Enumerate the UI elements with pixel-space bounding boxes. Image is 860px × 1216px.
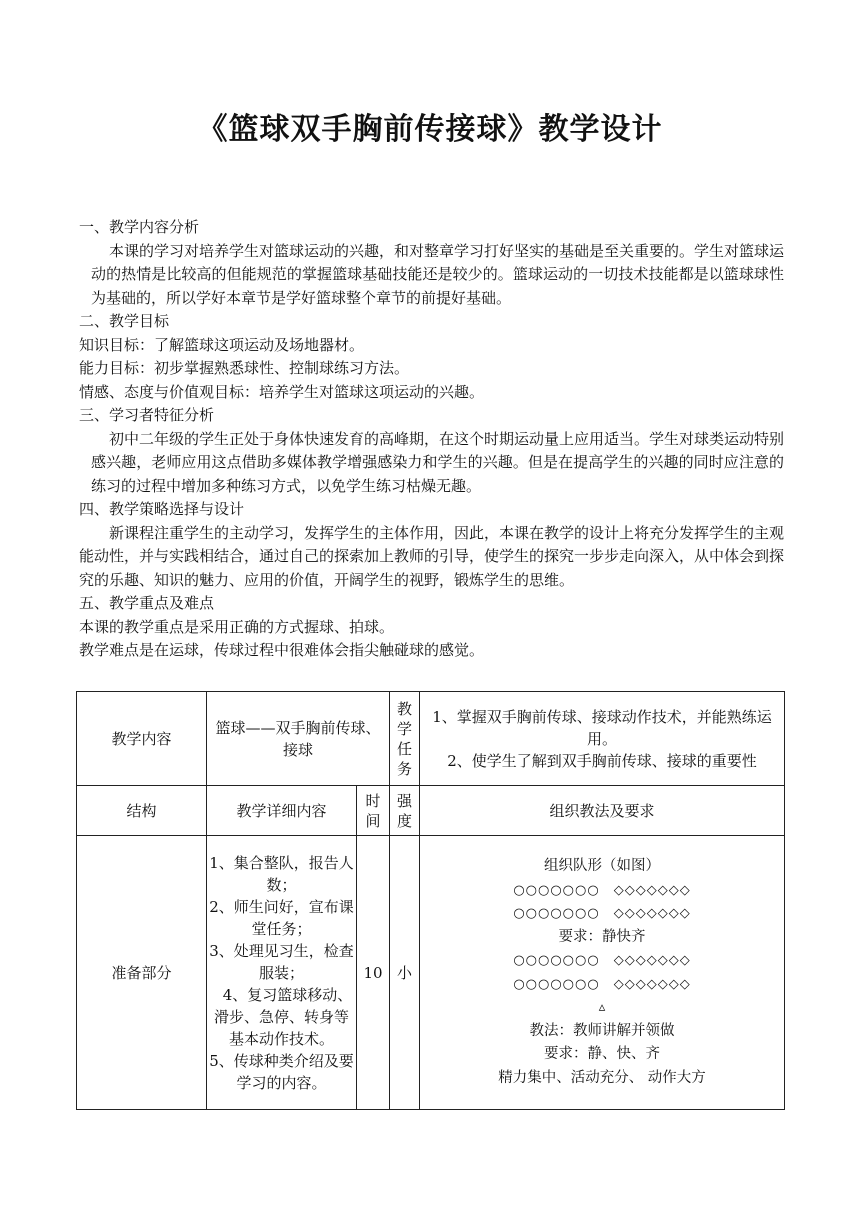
header-detail: 教学详细内容 xyxy=(207,786,357,836)
strategy-paragraph: 新课程注重学生的主动学习，发挥学生的主体作用，因此，本课在教学的设计上将充分发挥学生的主观能动性，并与实践相结合，通过自己的探索加上教师的引导，使学生的探究一步步走向深入，从中体会到探究的乐趣、知识的魅力、应用的价值，开阔学生的视野，锻炼学生的思维。 xyxy=(79,523,785,589)
formation-requirement-2: 要求：静、快、齐 xyxy=(544,1046,661,1062)
header-structure: 结构 xyxy=(77,786,207,836)
content-value-cell: 篮球——双手胸前传球、接球 xyxy=(207,692,390,786)
section-heading-content-analysis: 一、教学内容分析 xyxy=(79,218,200,236)
content-analysis-paragraph: 本课的学习对培养学生对篮球运动的兴趣，和对整章学习打好坚实的基础是至关重要的。学生对篮球运动的热情是比较高的但能规范的掌握篮球基础技能还是较少的。篮球运动的一切技术技能都是以篮球球性为基础的，所以学好本章节是学好篮球整个章节的前提好基础。 xyxy=(91,241,785,307)
lesson-plan-table xyxy=(76,691,785,1110)
table-row-prep xyxy=(77,836,785,1110)
prep-intensity-cell: 小 xyxy=(390,836,420,1110)
goal-knowledge: 知识目标：了解篮球这项运动及场地器材。 xyxy=(79,335,365,354)
header-time: 时间 xyxy=(357,786,390,836)
section-heading-strategy: 四、教学策略选择与设计 xyxy=(79,500,245,518)
formation-title: 组织队形（如图） xyxy=(544,858,661,874)
content-label-cell: 教学内容 xyxy=(77,692,207,786)
task-item-2: 2、使学生了解到双手胸前传球、接球的重要性 xyxy=(447,751,757,770)
formation-row-1: ○○○○○○○ ◇◇◇◇◇◇◇ xyxy=(513,882,691,898)
section-heading-learner-analysis: 三、学习者特征分析 xyxy=(79,406,215,424)
section-heading-goals: 二、教学目标 xyxy=(79,312,170,330)
table-header-row xyxy=(77,786,785,836)
header-intensity: 强度 xyxy=(390,786,420,836)
prep-time-cell: 10 xyxy=(357,836,390,1110)
teaching-method: 教法：教师讲解并领做 xyxy=(529,1022,675,1039)
difficulty-text: 教学难点是在运球，传球过程中很难体会指尖触碰球的感觉。 xyxy=(79,641,485,659)
document-title: 《篮球双手胸前传接球》教学设计 xyxy=(197,112,663,147)
table-row-content xyxy=(77,692,785,786)
header-method: 组织教法及要求 xyxy=(420,786,785,836)
task-cell xyxy=(420,692,785,786)
prep-detail-cell xyxy=(207,836,357,1110)
prep-item-2: 2、师生问好，宣布课堂任务； xyxy=(209,897,354,938)
task-item-1: 1、掌握双手胸前传球、接球动作技术，并能熟练运用。 xyxy=(432,707,772,748)
document-body xyxy=(79,216,784,663)
prep-item-1: 1、集合整队，报告人数； xyxy=(209,853,354,894)
formation-row-3: ○○○○○○○ ◇◇◇◇◇◇◇ xyxy=(513,953,691,968)
formation-row-4: ○○○○○○○ ◇◇◇◇◇◇◇ xyxy=(513,976,691,992)
prep-item-4: 4、复习篮球移动、滑步、急停、转身等基本动作技术。 xyxy=(213,985,353,1048)
task-label-cell: 教学任务 xyxy=(390,692,420,786)
formation-requirement-3: 精力集中、活动充分、 动作大方 xyxy=(498,1069,706,1086)
prep-method-cell xyxy=(420,836,785,1110)
goal-emotion: 情感、态度与价值观目标：培养学生对篮球这项运动的兴趣。 xyxy=(79,382,485,401)
formation-row-2: ○○○○○○○ ◇◇◇◇◇◇◇ xyxy=(513,906,691,921)
teacher-position-icon: ▵ xyxy=(598,1000,606,1015)
key-point-text: 本课的教学重点是采用正确的方式握球、拍球。 xyxy=(79,617,395,636)
learner-analysis-paragraph: 初中二年级的学生正处于身体快速发育的高峰期，在这个时期运动量上应用适当。学生对球类运动特别感兴趣，老师应用这点借助多媒体教学增强感染力和学生的兴趣。但是在提高学生的兴趣的同时应注意的练习的过程中增加多种练习方式，以免学生练习枯燥无趣。 xyxy=(91,429,785,495)
formation-requirement-1: 要求：静快齐 xyxy=(558,928,646,945)
prep-item-5: 5、传球种类介绍及要学习的内容。 xyxy=(209,1051,354,1092)
section-heading-key-points: 五、教学重点及难点 xyxy=(79,594,215,612)
prep-item-3: 3、处理见习生，检查服装； xyxy=(209,941,354,982)
prep-name-cell: 准备部分 xyxy=(77,836,207,1110)
goal-ability: 能力目标：初步掌握熟悉球性、控制球练习方法。 xyxy=(79,359,410,377)
